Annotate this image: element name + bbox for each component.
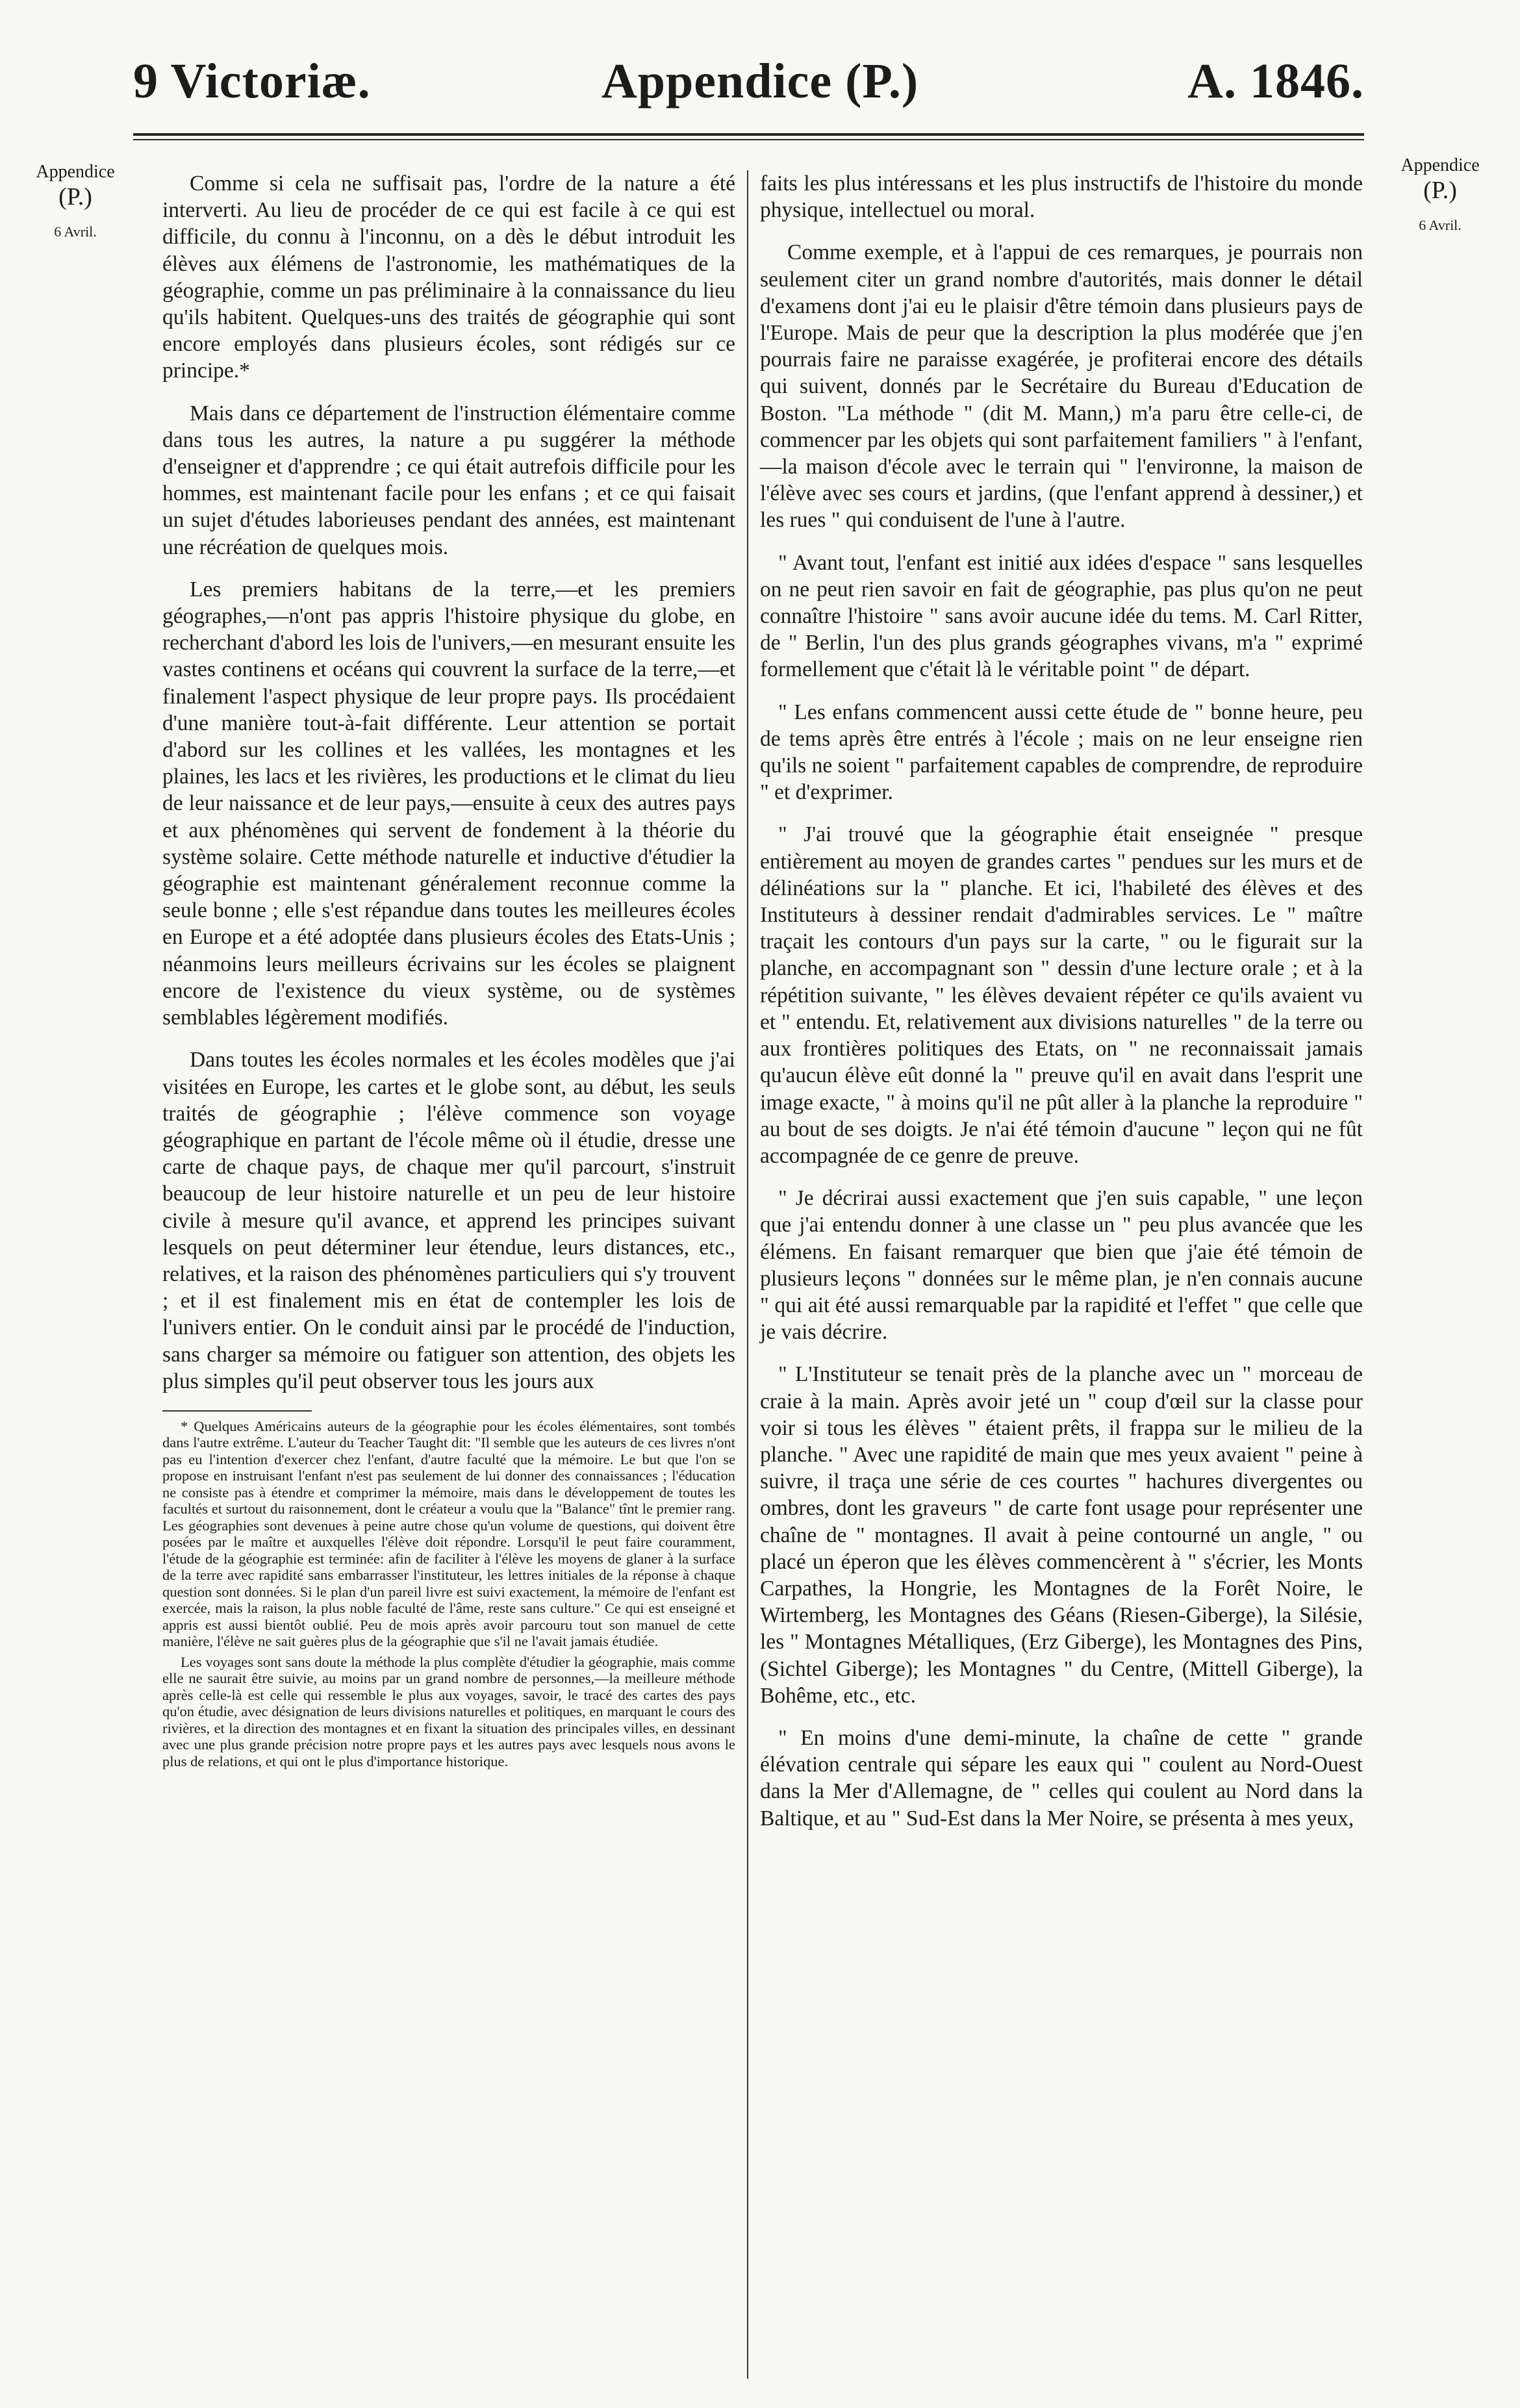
header-volume: 9 Victoriæ.: [133, 54, 371, 108]
header-rule-thick: [133, 133, 1364, 136]
paragraph: " Je décrirai aussi exactement que j'en suis capable, " une leçon que j'ai entendu donner à une classe un " peu plus avancée que les élémens. En faisant remarquer que bien que j'aie été témoin de plusieurs leçons " données sur le même plan, je n'en connais aucune " qui ait été aussi remarquable par la rapidité et l'effet " que celle que je vais décrire.: [760, 1186, 1363, 1345]
paragraph: Mais dans ce département de l'instruction élémentaire comme dans tous les autres, la nature a pu suggérer la méthode d'enseigner et d'apprendre ; ce qui était autrefois difficile pour les hommes, est maintenant facile pour les enfans ; et ce qui faisait un sujet d'études laborieuses pendant des années, est maintenant une récréation de quelques mois.: [162, 401, 735, 559]
margin-letter: (P.): [58, 183, 92, 210]
header-rule-thin: [133, 139, 1364, 140]
header-title: Appendice (P.): [601, 54, 919, 108]
header-year: A. 1846.: [1187, 54, 1364, 108]
paragraph: " L'Instituteur se tenait près de la planche avec un " morceau de craie à la main. Après avoir jeté un " coup d'œil sur la classe pour voir si tous les élèves " étaient prêts, il frappa sur le milieu de la planche. " Avec une rapidité de main que mes yeux avaient " peine à suivre, il traça une série de ces courtes " hachures divergentes ou ombres, dont les graveurs " de carte font usage pour représenter une chaîne de " montagnes. Il avait à peine contourné un angle, " ou placé un éperon que les élèves commencèrent à " s'écrier, les Monts Carpathes, la Hongrie, les Montagnes de la Forêt Noire, le Wirtemberg, les Montagnes des Géans (Riesen-Giberge), la Silésie, les " Montagnes Métalliques, (Erz Giberge), les Montagnes des Pins, (Sichtel Giberge); les Montagnes " du Centre, (Mittell Giberge), la Bohême, etc., etc.: [760, 1362, 1363, 1708]
margin-note-left: [17, 161, 134, 243]
footnote-rule: [162, 1410, 312, 1412]
paragraph: faits les plus intéressans et les plus instructifs de l'histoire du monde physique, intellectuel ou moral.: [760, 171, 1363, 223]
margin-date: 6 Avril.: [1419, 217, 1462, 233]
paragraph: " En moins d'une demi-minute, la chaîne de cette " grande élévation centrale qui sépare les eaux qui " coulent au Nord-Ouest dans la Mer d'Allemagne, de " celles qui coulent au Nord dans la Baltique, et au " Sud-Est dans la Mer Noire, se présenta à mes yeux,: [760, 1725, 1363, 1831]
footnote: Les voyages sont sans doute la méthode la plus complète d'étudier la géographie, mais comme elle ne saurait être suivie, au moins par un grand nombre de personnes,—la meilleure méthode après celle-là est celle qui ressemble le plus aux voyages, savoir, le tracé des cartes des pays qu'on étudie, avec désignation de leurs divisions naturelles et politiques, en marquant le cours des rivières, et la direction des montagnes et en fixant la situation des principales villes, en dessinant avec une plus grande précision notre propre pays et les autres pays avec lesquels nous avons le plus de relations, et qui ont le plus d'importance historique.: [162, 1653, 735, 1769]
column-divider: [747, 170, 748, 2379]
margin-label: Appendice: [36, 162, 115, 182]
right-column: [760, 170, 1363, 2398]
paragraph: Comme si cela ne suffisait pas, l'ordre de la nature a été interverti. Au lieu de procéder de ce qui est facile à ce qui est difficile, du connu à l'inconnu, on a dès le début introduit les élèves aux élémens de l'astronomie, les mathématiques de la géographie, comme un pas préliminaire à la connaissance du lieu qu'ils habitent. Quelques-uns des traités de géographie qui sont encore employés dans plusieurs écoles, sont rédigés sur ce principe.*: [162, 171, 735, 383]
paragraph: " Avant tout, l'enfant est initié aux idées d'espace " sans lesquelles on ne peut rien savoir en fait de géographie, pas plus qu'on ne peut connaître l'histoire " sans avoir aucune idée du tems. M. Carl Ritter, de " Berlin, l'un des plus grands géographes vivans, m'a " exprimé formellement que c'était là le véritable point " de départ.: [760, 550, 1363, 682]
left-column: [162, 170, 735, 2405]
margin-label: Appendice: [1400, 155, 1480, 175]
paragraph: Les premiers habitans de la terre,—et les premiers géographes,—n'ont pas appris l'histoire physique du globe, en recherchant d'abord les lois de l'univers,—en mesurant ensuite les vastes continens et océans qui couvrent la surface de la terre,—et finalement l'aspect physique de leur propre pays. Ils procédaient d'une manière tout-à-fait différente. Leur attention se portait d'abord sur les collines et les vallées, les montagnes et les plaines, les lacs et les rivières, les productions et le climat du lieu de leur naissance et de leur pays,—ensuite à ceux des autres pays et aux phénomènes qui servent de fondement à la théorie du système solaire. Cette méthode naturelle et inductive d'étudier la géographie est maintenant généralement reconnue comme la seule bonne ; elle s'est répandue dans toutes les meilleures écoles en Europe et a été adoptée dans plusieurs écoles des Etats-Unis ; néanmoins leurs meilleurs écrivains sur les écoles se plaignent encore de l'existence du vieux système, ou de systèmes semblables légèrement modifiés.: [162, 577, 735, 1030]
paragraph: Dans toutes les écoles normales et les écoles modèles que j'ai visitées en Europe, les cartes et le globe sont, au début, les seuls traités de géographie ; l'élève commence son voyage géographique en partant de l'école même où il étudie, dresse une carte de chaque pays, de chaque mer qu'il parcourt, s'instruit beaucoup de leur histoire naturelle et un peu de leur histoire civile à mesure qu'il avance, et apprend les principes suivant lesquels on peut déterminer leur étendue, leurs distances, etc., relatives, et la raison des phénomènes particuliers qui s'y trouvent ; et il est finalement mis en état de contempler les lois de l'univers entier. On le conduit ainsi par le procédé de l'induction, sans charger sa mémoire ou fatiguer son attention, des objets les plus simples qu'il peut observer tous les jours aux: [162, 1048, 735, 1393]
footnote: * Quelques Américains auteurs de la géographie pour les écoles élémentaires, sont tombés dans l'autre extrême. L'auteur du Teacher Taught dit: "Il semble que les auteurs de ces livres n'ont pas eu l'intention d'exercer chez l'enfant, d'autre faculté que la mémoire. Le but que l'on se propose en instruisant l'enfant n'est pas seulement de lui donner des connaissances ; l'éducation ne consiste pas à étendre et comprimer la mémoire, mais dans le développement de toutes les facultés et surtout du raisonnement, dont le créateur a voulu que la "Balance" tînt le premier rang. Les géographies sont devenues à peine autre chose qu'un volume de questions, qui doivent être posées par le maître et auxquelles l'élève doit répondre. Lorsqu'il le peut faire couramment, l'étude de la géographie est terminée: afin de faciliter à l'élève les moyens de glaner à la surface de la terre avec rapidité sans embarrasser l'instituteur, les lettres initiales de la réponse à chaque question sont données. Si le plan d'un pareil livre est suivi exactement, la mémoire de l'enfant est exercée, mais la raison, la plus noble faculté de l'âme, reste sans culture." Ce qui est enseigné et appris est aussi bientôt oublié. Peu de mois après avoir parcouru tout son manuel de cette manière, l'élève ne sait guères plus de la géographie que s'il ne l'avait jamais étudiée.: [162, 1417, 735, 1650]
margin-date: 6 Avril.: [54, 223, 97, 240]
paragraph: " J'ai trouvé que la géographie était enseignée " presque entièrement au moyen de grandes cartes " pendues sur les murs et de délinéations sur la " planche. Et ici, l'habileté des élèves et des Instituteurs à dessiner rendait d'admirables services. Le " maître traçait les contours d'un pays sur la carte, " ou le figurait sur la planche, en accompagnant son " dessin d'une lecture orale ; et à la répétition suivante, " les élèves devaient répéter ce qu'ils avaient vu et " entendu. Et, relativement aux divisions naturelles " de la terre ou aux frontières politiques des Etats, on " ne reconnaissait jamais qu'aucun élève eût donné la " preuve qu'il en avait dans l'esprit une image exacte, " à moins qu'il ne pût aller à la planche la reproduire " au bout de ses doigts. Je n'ai été témoin d'aucune " leçon qui ne fût accompagnée de ce genre de preuve.: [760, 822, 1363, 1168]
paragraph: " Les enfans commencent aussi cette étude de " bonne heure, peu de tems après être entrés à l'école ; mais on ne leur enseigne rien qu'ils ne soient " parfaitement capables de comprendre, de reproduire " et d'exprimer.: [760, 700, 1363, 805]
margin-note-right: [1372, 155, 1508, 236]
margin-letter: (P.): [1423, 177, 1457, 204]
footnotes: [162, 1418, 735, 1770]
paragraph: Comme exemple, et à l'appui de ces remarques, je pourrais non seulement citer un grand nombre d'autorités, mais donner le détail d'examens dont j'ai eu le plaisir d'être témoin dans plusieurs pays de l'Europe. Mais de peur que la description la plus modérée que j'en pourrais faire ne paraisse exagérée, je profiterai encore des détails qui suivent, donnés par le Secrétaire du Bureau d'Education de Boston. "La méthode " (dit M. Mann,) m'a paru être celle-ci, de commencer par les objets qui sont parfaitement familiers " à l'enfant,—la maison d'école avec le terrain qui " l'environne, la maison de l'élève avec ses cours et jardins, (que l'enfant apprend à dessiner,) et les rues " qui conduisent de l'une à l'autre.: [760, 240, 1363, 533]
